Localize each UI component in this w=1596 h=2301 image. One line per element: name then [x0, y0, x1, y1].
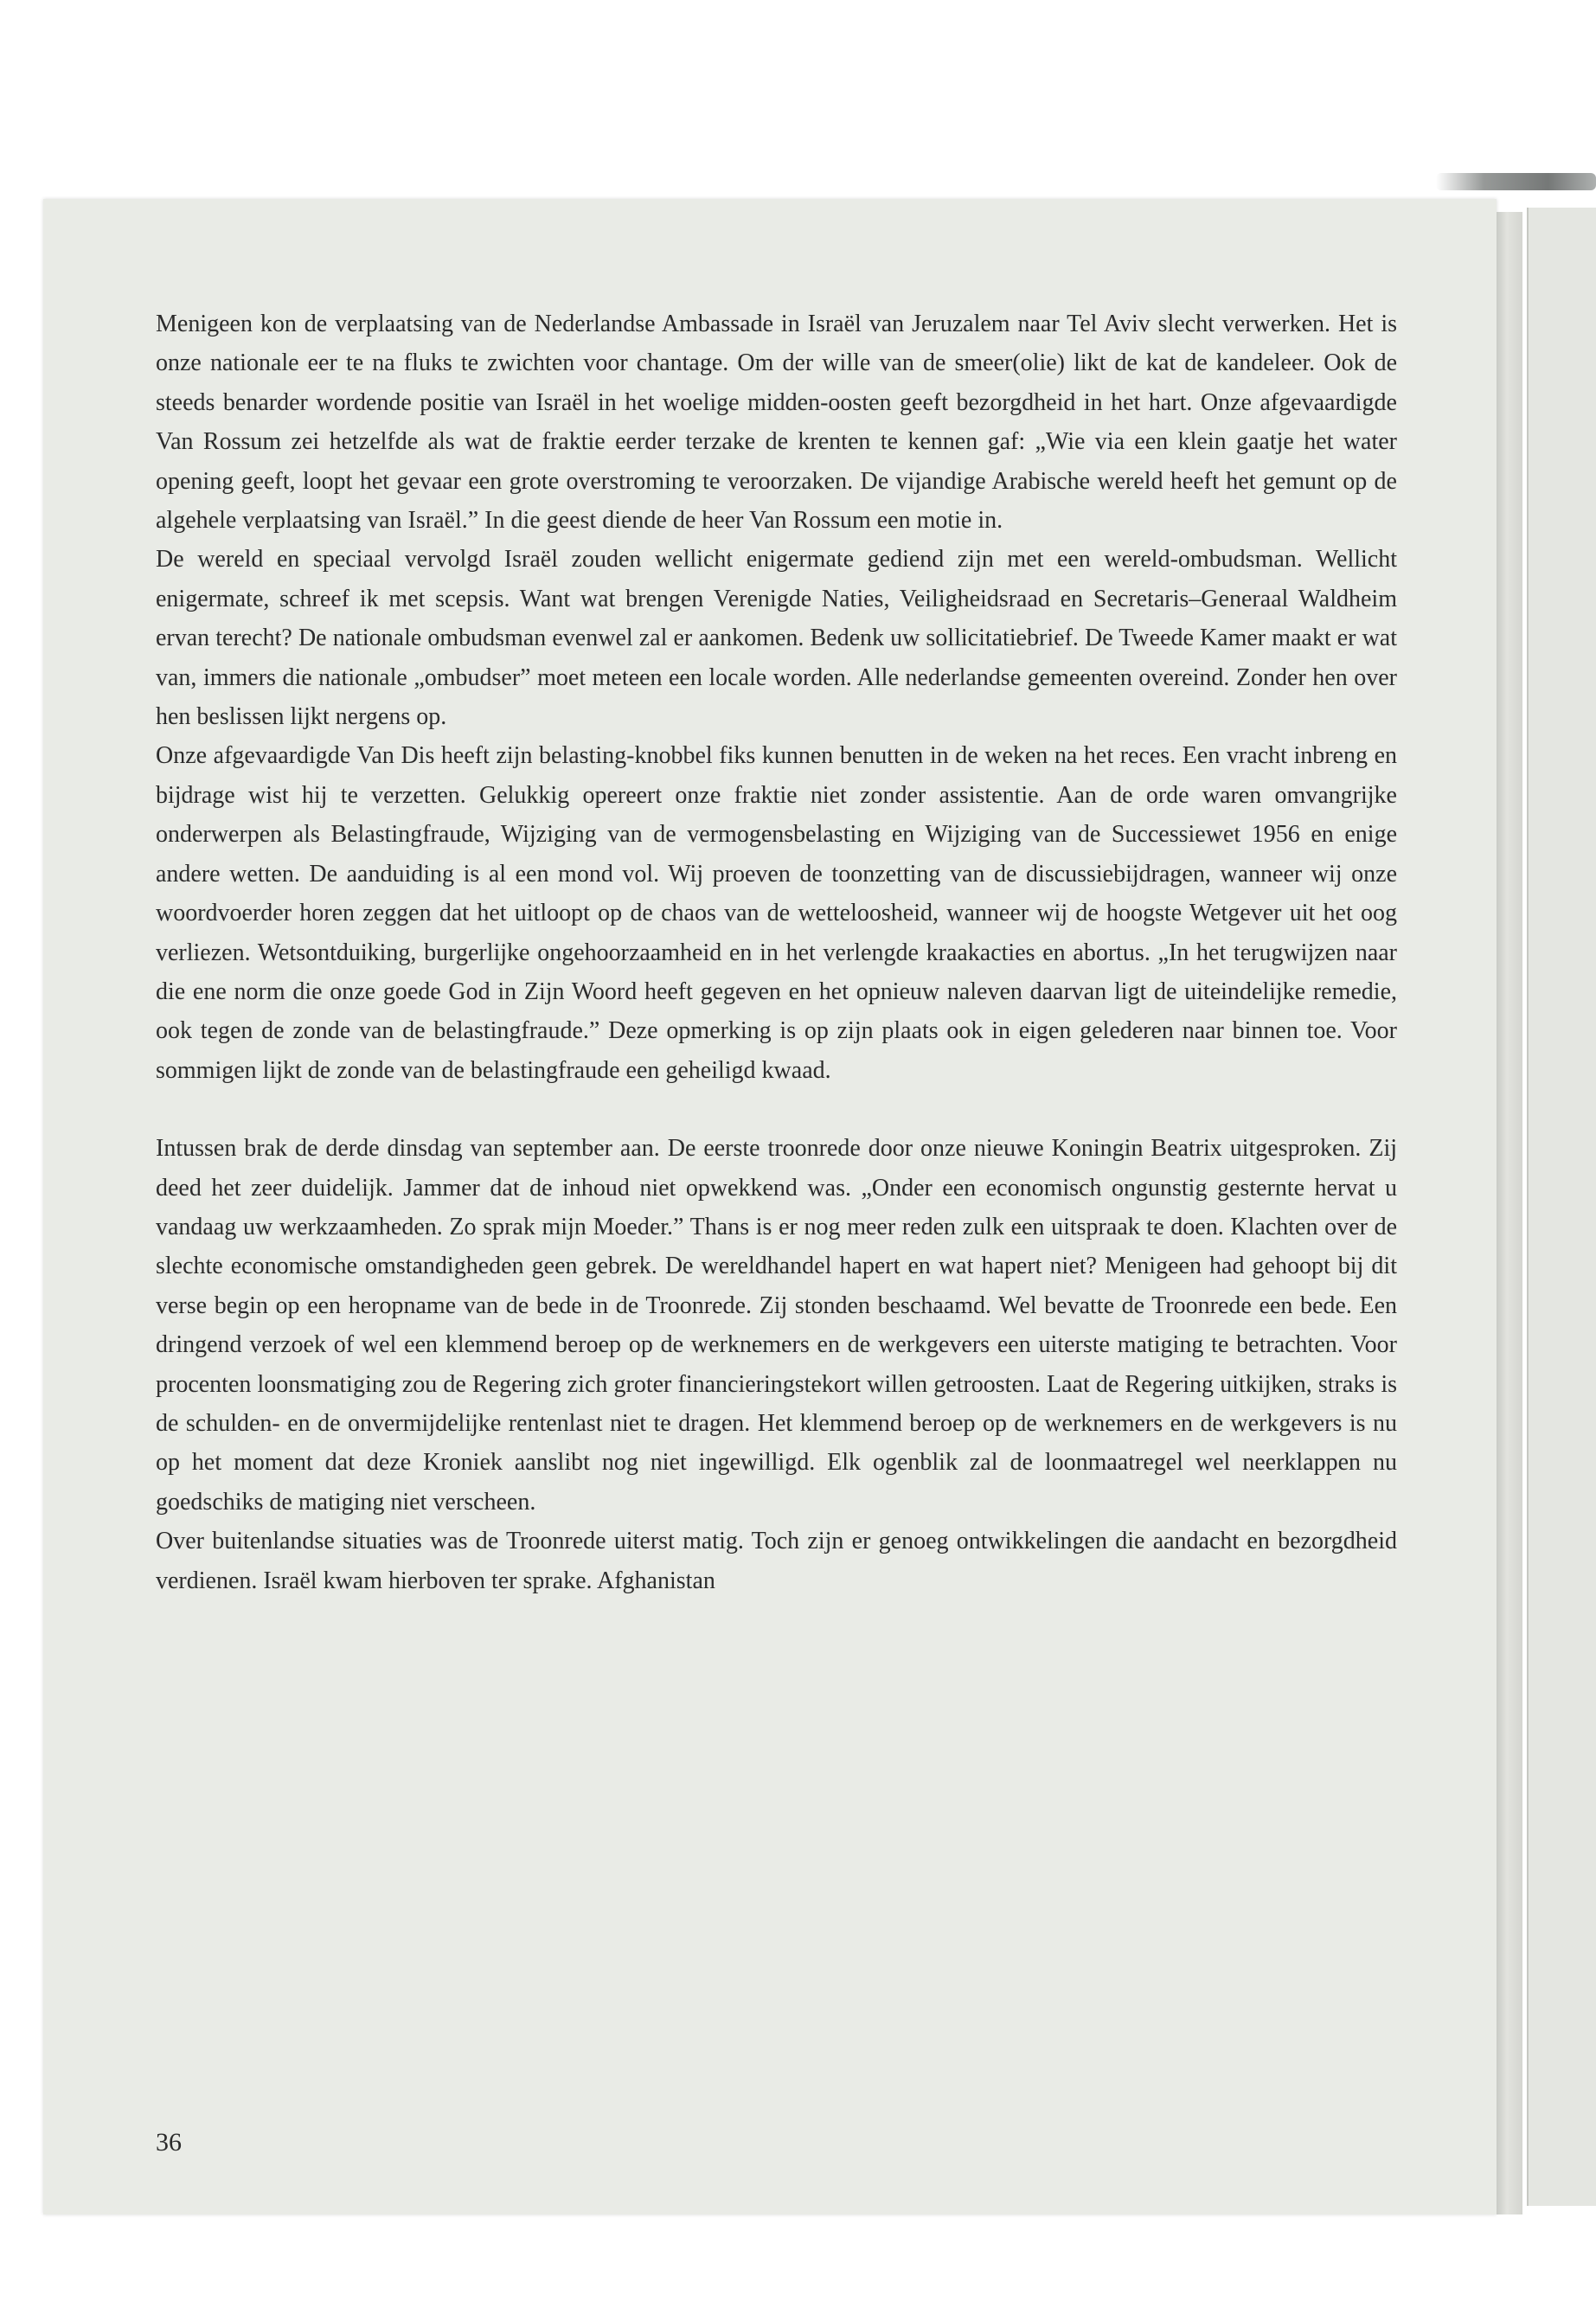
paragraph-belastingfraude: Onze afgevaardigde Van Dis heeft zijn belasting-knobbel fiks kunnen benutten in de weken na het reces. Een vracht inbreng en bijdrage wist hij te verzetten. Gelukkig opereert onze fraktie niet zonder assistentie. Aan de orde waren omvangrijke onderwerpen als Belastingfraude, Wijziging van de vermogensbelasting en Wijziging van de Successiewet 1956 en enige andere wetten. De aanduiding is al een mond vol. Wij proeven de toonzetting van de discussiebijdragen, wanneer wij onze woordvoerder horen zeggen dat het uitloopt op de chaos van de wetteloosheid, wanneer wij de hoogste Wetgever uit het oog verliezen. Wetsontduiking, burgerlijke ongehoorzaamheid en in het verlengde kraakacties en abortus. „In het terugwijzen naar die ene norm die onze goede God in Zijn Woord heeft gegeven en het opnieuw naleven daarvan ligt de uiteindelijke remedie, ook tegen de zonde van de belastingfraude.” Deze opmerking is op zijn plaats ook in eigen gelederen naar binnen toe. Voor sommigen lijkt de zonde van de belastingfraude een geheiligd kwaad.	[156, 742, 1397, 1084]
paragraph-troonrede: Intussen brak de derde dinsdag van september aan. De eerste troonrede door onze nieuwe Koningin Beatrix uitgesproken. Zij deed het zeer duidelijk. Jammer dat de inhoud niet opwekkend was. „Onder een economisch ongunstig gesternte hervat u vandaag uw werkzaamheden. Zo sprak mijn Moeder.” Thans is er nog meer reden zulk een uitspraak te doen. Klachten over de slechte economische omstandigheden geen gebrek. De wereldhandel hapert en wat hapert niet? Menigeen had gehoopt bij dit verse begin op een heropname van de bede in de Troonrede. Zij stonden beschaamd. Wel bevatte de Troonrede een bede. Een dringend verzoek of wel een klemmend beroep op de werknemers en de werkgevers een uiterste matiging te betrachten. Voor procenten loonsmatiging zou de Regering zich groter financieringstekort willen getroosten. Laat de Regering uitkijken, straks is de schulden- en de onvermijdelijke rentenlast niet te dragen. Het klemmend beroep op de werknemers en de werkgevers is nu op het moment dat deze Kroniek aanslibt nog niet ingewilligd. Elk ogenblik zal de loonmaatregel wel neerklappen nu goedschiks de matiging niet verscheen.	[156, 1135, 1397, 1516]
paragraph-ambassade: Menigeen kon de verplaatsing van de Nederlandse Ambassade in Israël van Jeruzalem naar Tel Aviv slecht verwerken. Het is onze nationale eer te na fluks te zwichten voor chantage. Om der wille van de smeer(olie) likt de kat de kandeleer. Ook de steeds benarder wordende positie van Israël in het woelige midden-oosten geeft bezorgdheid in het hart. Onze afgevaardigde Van Rossum zei hetzelfde als wat de fraktie eerder terzake de krenten te kennen gaf: „Wie via een klein gaatje het water opening geeft, loopt het gevaar een grote overstroming te veroorzaken. De vijandige Arabische wereld heeft het gemunt op de algehele verplaatsing van Israël.” In die geest diende de heer Van Rossum een motie in.	[156, 311, 1397, 535]
paragraph-ombudsman: De wereld en speciaal vervolgd Israël zouden wellicht enigermate gediend zijn met een wereld-ombudsman. Wellicht enigermate, schreef ik met scepsis. Want wat brengen Verenigde Naties, Veiligheidsraad en Secretaris–Generaal Waldheim ervan terecht? De nationale ombudsman evenwel zal er aankomen. Bedenk uw sollicitatiebrief. De Tweede Kamer maakt er wat van, immers die nationale „ombudser” moet meteen een locale worden. Alle nederlandse gemeenten overeind. Zonder hen over hen beslissen lijkt nergens op.	[156, 546, 1397, 731]
page-number: 36	[156, 2128, 182, 2157]
paragraph-buitenland: Over buitenlandse situaties was de Troonrede uiterst matig. Toch zijn er genoeg ontwikkelingen die aandacht en bezorgdheid verdienen. Israël kwam hierboven ter sprake. Afghanistan	[156, 1528, 1397, 1594]
body-text	[156, 304, 1397, 1600]
next-page-leaf	[1527, 208, 1596, 2206]
binding-mark	[1436, 173, 1596, 190]
page-edge	[1497, 212, 1522, 2214]
